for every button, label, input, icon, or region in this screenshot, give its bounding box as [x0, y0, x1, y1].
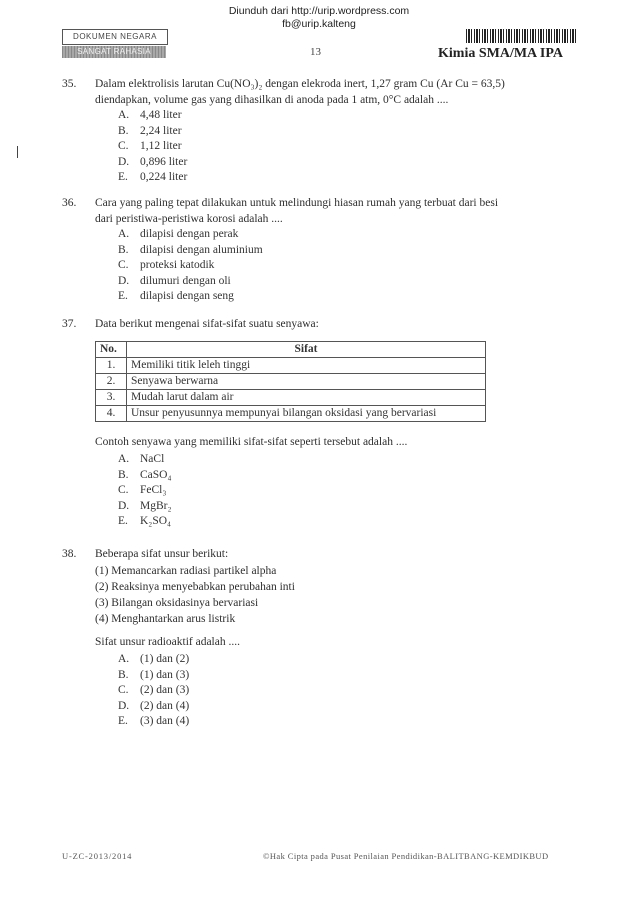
option-c[interactable]: C. (2) dan (3) — [118, 684, 190, 696]
option-d[interactable]: D. (2) dan (4) — [118, 699, 190, 712]
option-c[interactable]: C. FeCl₃ — [118, 484, 167, 496]
option-b[interactable]: B. (1) dan (3) — [118, 668, 190, 681]
properties-table — [95, 341, 486, 422]
question-prompt: Sifat unsur radioaktif adalah .... — [95, 636, 240, 648]
table-header-sifat: Sifat — [127, 342, 486, 358]
option-e[interactable]: E. (3) dan (4) — [118, 715, 190, 727]
options-38 — [118, 652, 189, 730]
option-e[interactable]: E. 0,224 liter — [118, 171, 188, 183]
question-line: Dalam elektrolisis larutan Cu(NO₃)₂ dengan elekroda inert, 1,27 gram Cu (Ar Cu = 63,5) — [95, 78, 505, 90]
download-source — [0, 5, 638, 31]
table-cell-no: 2. — [96, 374, 127, 390]
options-35 — [118, 108, 187, 186]
question-prompt: Contoh senyawa yang memiliki sifat-sifat seperti tersebut adalah .... — [95, 436, 408, 448]
table-cell-no: 3. — [96, 390, 127, 406]
barcode-icon — [466, 29, 578, 43]
question-number: 35. — [62, 78, 77, 90]
table-row — [96, 390, 486, 406]
question-36-text — [95, 195, 580, 227]
table-row — [96, 374, 486, 390]
question-line: dari peristiwa-peristiwa korosi adalah .... — [95, 213, 283, 225]
option-e[interactable]: E. dilapisi dengan seng — [118, 290, 234, 302]
table-header-row — [96, 342, 486, 358]
statement-item: (2) Reaksinya menyebabkan perubahan inti — [95, 581, 295, 593]
option-c[interactable]: C. proteksi katodik — [118, 259, 215, 271]
table-row — [96, 358, 486, 374]
source-contact: fb@urip.kalteng — [282, 18, 356, 30]
question-35-text — [95, 76, 580, 108]
table-cell-sifat: Memiliki titik leleh tinggi — [127, 358, 486, 374]
table-cell-sifat: Mudah larut dalam air — [127, 390, 486, 406]
document-label: DOKUMEN NEGARA — [62, 29, 168, 45]
table-cell-sifat: Unsur penyusunnya mempunyai bilangan oksidasi yang bervariasi — [127, 406, 486, 422]
secret-stamp: SANGAT RAHASIA — [62, 46, 166, 58]
copyright-notice: ©Hak Cipta pada Pusat Penilaian Pendidikan-BALITBANG-KEMDIKBUD — [263, 851, 549, 861]
option-b[interactable]: B. CaSO₄ — [118, 468, 172, 481]
options-36 — [118, 227, 263, 305]
table-row — [96, 406, 486, 422]
table-header-no: No. — [96, 342, 127, 358]
question-line: Cara yang paling tepat dilakukan untuk melindungi hiasan rumah yang terbuat dari besi — [95, 197, 499, 209]
page-number: 13 — [310, 46, 321, 58]
statement-item: (4) Menghantarkan arus listrik — [95, 613, 236, 625]
option-b[interactable]: B. 2,24 liter — [118, 124, 182, 137]
option-d[interactable]: D. MgBr₂ — [118, 499, 172, 512]
table-cell-no: 4. — [96, 406, 127, 422]
question-line: diendapkan, volume gas yang dihasilkan di anoda pada 1 atm, 0°C adalah .... — [95, 94, 449, 106]
subject-title: Kimia SMA/MA IPA — [438, 46, 563, 61]
document-code: U-ZC-2013/2014 — [62, 851, 133, 861]
table-cell-no: 1. — [96, 358, 127, 374]
option-d[interactable]: D. 0,896 liter — [118, 155, 188, 168]
table-cell-sifat: Senyawa berwarna — [127, 374, 486, 390]
question-number: 38. — [62, 548, 77, 560]
margin-mark — [17, 146, 18, 158]
option-e[interactable]: E. K₂SO₄ — [118, 515, 172, 527]
question-number: 37. — [62, 318, 77, 330]
option-a[interactable]: A. 4,48 liter — [118, 109, 182, 121]
option-c[interactable]: C. 1,12 liter — [118, 140, 182, 152]
option-b[interactable]: B. dilapisi dengan aluminium — [118, 243, 263, 256]
question-line: Data berikut mengenai sifat-sifat suatu senyawa: — [95, 318, 319, 330]
option-a[interactable]: A. NaCl — [118, 453, 165, 465]
source-url: Diunduh dari http://urip.wordpress.com — [228, 5, 410, 17]
option-a[interactable]: A. dilapisi dengan perak — [118, 228, 239, 240]
statement-item: (3) Bilangan oksidasinya bervariasi — [95, 597, 259, 609]
question-line: Beberapa sifat unsur berikut: — [95, 548, 229, 560]
option-d[interactable]: D. dilumuri dengan oli — [118, 274, 231, 287]
options-37 — [118, 452, 172, 530]
option-a[interactable]: A. (1) dan (2) — [118, 653, 190, 665]
statement-item: (1) Memancarkan radiasi partikel alpha — [95, 565, 277, 577]
question-number: 36. — [62, 197, 77, 209]
statement-list — [95, 563, 295, 627]
